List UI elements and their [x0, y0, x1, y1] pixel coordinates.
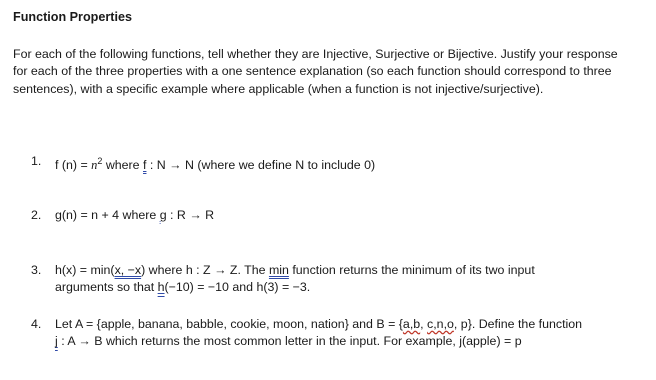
text-segment: , p}. Define the function	[453, 317, 583, 331]
text-segment: h(x) = min(	[55, 263, 115, 277]
min-arguments: x, −x	[114, 263, 142, 277]
item-number: 3.	[31, 263, 42, 277]
item-text	[55, 153, 645, 175]
formula-mid: where	[102, 158, 144, 173]
text-segment: (−10) = −10 and h(3) = −3.	[164, 280, 311, 295]
item-text	[55, 316, 645, 351]
page-title: Function Properties	[13, 10, 132, 24]
formula-end: : R → R	[166, 208, 215, 222]
text-segment: arguments so that	[55, 280, 158, 295]
function-name: f	[143, 158, 147, 173]
text-segment: ,	[420, 317, 428, 331]
instructions-paragraph: For each of the following functions, tell whether they are Injective, Surjective or Bijective. Justify your response for each of the three properties with a one sentence explanation (so each function should correspond to three sentences), with a specific example where applicable (when a function is not injective/surjective).	[13, 47, 618, 96]
formula-start: f (n) =	[55, 158, 92, 173]
function-name: g	[159, 208, 167, 222]
item-number: 1.	[31, 154, 42, 168]
text-segment: ) where h : Z → Z. The	[141, 263, 269, 277]
function-name: j	[55, 334, 58, 349]
math-variable: n	[91, 158, 98, 173]
text-segment: Let A = {apple, banana, babble, cookie, moon, nation} and B = {	[55, 317, 403, 331]
set-elements-ab: a,b	[402, 317, 421, 331]
formula-start: g(n) = n + 4 where	[55, 208, 160, 222]
set-elements-cno: c,n,o	[427, 317, 454, 331]
text-segment: : A → B which returns the most common letter in the input. For example, j(apple) = p	[57, 334, 522, 349]
formula-end: : N → N (where we define N to include 0)	[146, 158, 376, 173]
function-name: h	[157, 280, 165, 295]
item-text	[55, 207, 645, 224]
min-keyword: min	[268, 263, 289, 277]
item-number: 2.	[31, 208, 42, 222]
text-segment: function returns the minimum of its two input	[288, 263, 535, 277]
item-number: 4.	[31, 317, 42, 331]
item-text	[55, 262, 645, 297]
exponent: 2	[97, 156, 103, 166]
